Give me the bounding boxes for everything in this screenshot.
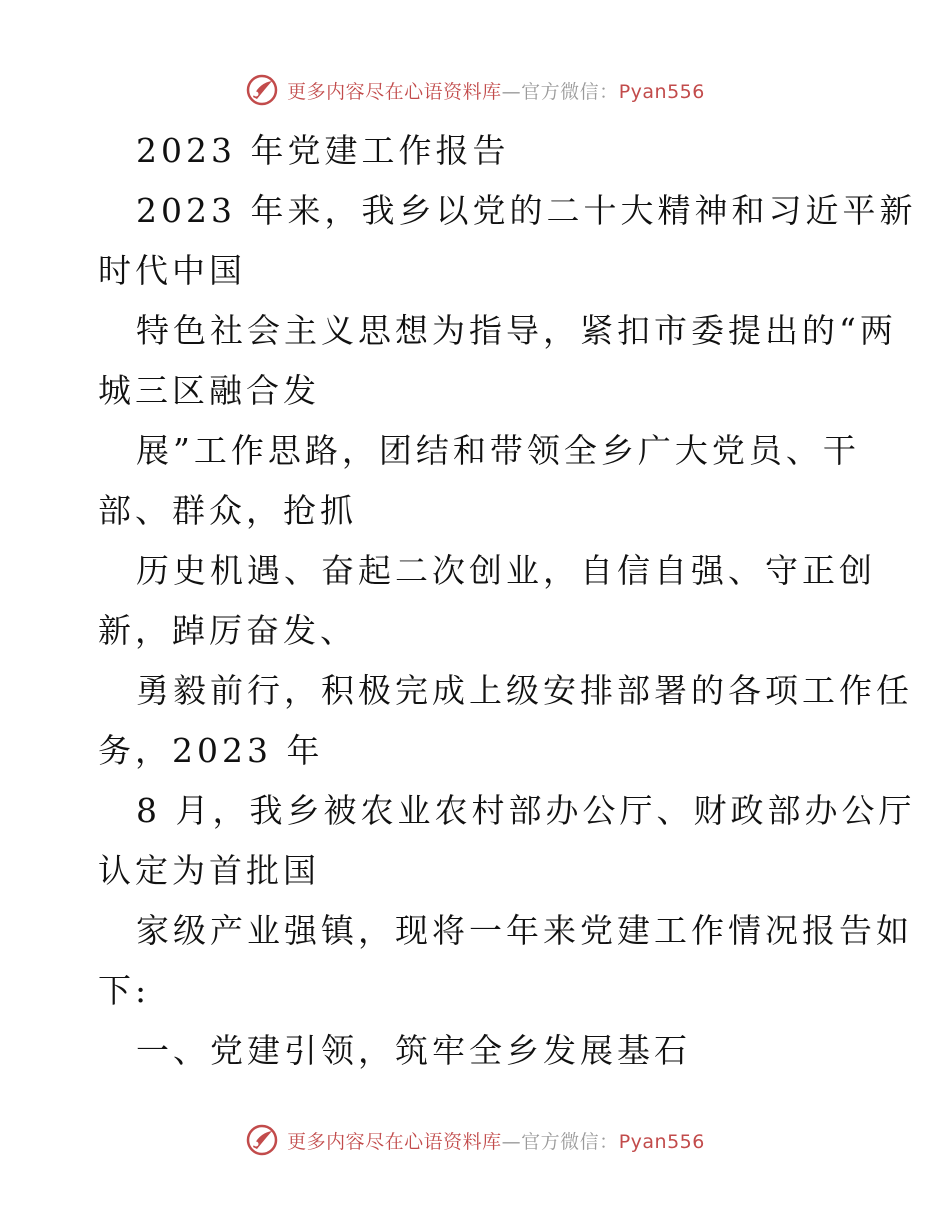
paragraph-line: 认定为首批国	[98, 850, 320, 890]
paragraph-line: 历史机遇、奋起二次创业，自信自强、守正创	[136, 550, 876, 590]
logo-icon	[245, 73, 279, 107]
paragraph-line: 2023 年来，我乡以党的二十大精神和习近平新	[136, 190, 917, 230]
paragraph-line: 勇毅前行，积极完成上级安排部署的各项工作任	[136, 670, 913, 710]
paragraph-line: 特色社会主义思想为指导，紧扣市委提出的“两	[136, 310, 897, 350]
watermark-separator: —官方微信：	[501, 80, 619, 103]
paragraph-line: 家级产业强镇，现将一年来党建工作情况报告如	[136, 910, 913, 950]
watermark-text	[287, 77, 705, 104]
header-watermark	[0, 70, 950, 110]
footer-watermark	[0, 1120, 950, 1160]
watermark-main: 更多内容尽在心语资料库	[287, 1130, 502, 1153]
paragraph-line: 新，踔厉奋发、	[98, 610, 357, 650]
watermark-id: Pyan556	[618, 80, 705, 103]
watermark-text	[287, 1127, 705, 1154]
section-heading: 一、党建引领，筑牢全乡发展基石	[136, 1030, 691, 1070]
watermark-main: 更多内容尽在心语资料库	[287, 80, 502, 103]
watermark-id: Pyan556	[618, 1130, 705, 1153]
paragraph-line: 务，2023 年	[98, 730, 324, 770]
paragraph-line: 下:	[98, 970, 151, 1010]
watermark-separator: —官方微信：	[501, 1130, 619, 1153]
paragraph-line: 8 月，我乡被农业农村部办公厅、财政部办公厅	[136, 790, 916, 830]
document-title: 2023 年党建工作报告	[136, 130, 510, 170]
document-body	[98, 120, 917, 1080]
paragraph-line: 部、群众，抢抓	[98, 490, 357, 530]
paragraph-line: 展”工作思路，团结和带领全乡广大党员、干	[136, 430, 860, 470]
paragraph-line: 时代中国	[98, 250, 246, 290]
logo-icon	[245, 1123, 279, 1157]
paragraph-line: 城三区融合发	[98, 370, 320, 410]
